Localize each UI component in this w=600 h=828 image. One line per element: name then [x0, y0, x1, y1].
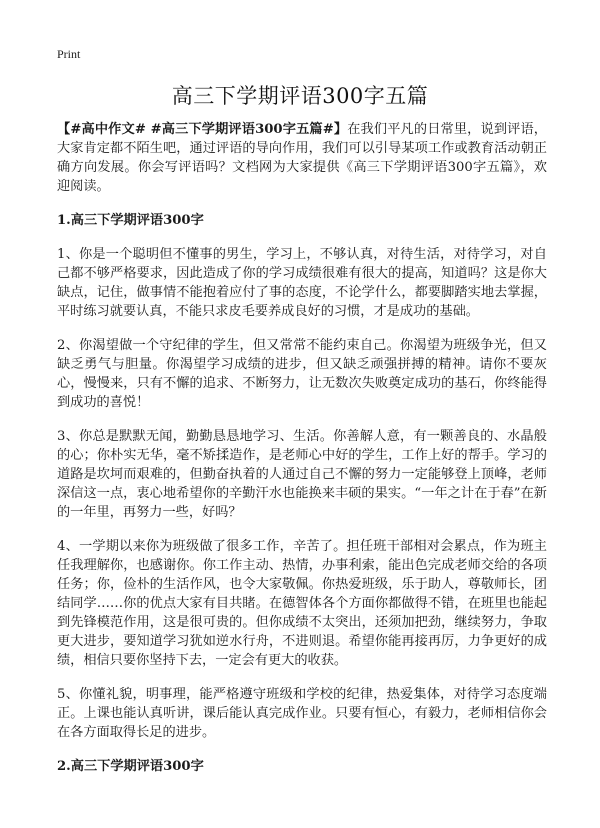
comment-paragraph-3: 3、你总是默默无闻，勤勤恳恳地学习、生活。你善解人意，有一颗善良的、水晶般的心；你朴实无华，毫不矫揉造作，是老师心中好的学生，工作上好的帮手。学习的道路是坎坷而艰难的，但勤奋执着的人通过自己不懈的努力一定能够登上顶峰，老师深信这一点，衷心地希望你的辛勤汗水也能换来丰硕的果实。“一年之计在于春”在新的一年里，再努力一些，好吗？	[57, 429, 547, 520]
intro-text: 在我们平凡的日常里，说到评语，大家肯定都不陌生吧，通过评语的导向作用，我们可以引导某项工作或教育活动朝正确方向发展。你会写评语吗？文档网为大家提供《高三下学期评语300字五篇》，欢迎阅读。	[57, 122, 547, 194]
intro-tag: 【#高中作文# #高三下学期评语300字五篇#】	[57, 122, 348, 137]
comment-paragraph-1: 1、你是一个聪明但不懂事的男生，学习上，不够认真，对待生活，对待学习，对自己都不够严格要求，因此造成了你的学习成绩很难有很大的提高，知道吗？这是你大缺点，记住，做事情不能抱着应付了事的态度，不论学什么，都要脚踏实地去掌握，平时练习就要认真，不能只求皮毛要养成良好的习惯，才是成功的基础。	[57, 247, 547, 319]
intro-paragraph	[57, 120, 547, 196]
comment-paragraph-2: 2、你渴望做一个守纪律的学生，但又常常不能约束自己。你渴望为班级争光，但又缺乏勇气与胆量。你渴望学习成绩的进步，但又缺乏顽强拼搏的精神。请你不要灰心，慢慢来，只有不懈的追求、不断努力，让无数次失败奠定成功的基石，你终能得到成功的喜悦！	[57, 338, 547, 410]
section-heading-1: 1.高三下学期评语300字	[57, 213, 204, 228]
comment-paragraph-4: 4、一学期以来你为班级做了很多工作，辛苦了。担任班干部相对会累点，作为班主任我理解你，也感谢你。你工作主动、热情，办事利索，能出色完成老师交给的各项任务；你，俭朴的生活作风，也令大家敬佩。你热爱班级，乐于助人，尊敬师长，团结同学……你的优点大家有目共睹。在德智体各个方面你都做得不错，在班里也能起到先锋模范作用，这是很可贵的。但你成绩不太突出，还须加把劲，继续努力，争取更大进步，要知道学习犹如逆水行舟，不进则退。希望你能再接再厉，力争更好的成绩，相信只要你坚持下去，一定会有更大的收获。	[57, 539, 547, 668]
document-body	[57, 120, 547, 791]
page-title: 高三下学期评语300字五篇	[171, 84, 429, 108]
print-label: Print	[57, 47, 81, 61]
comment-paragraph-5: 5、你懂礼貌，明事理，能严格遵守班级和学校的纪律，热爱集体，对待学习态度端正。上课也能认真听讲，课后能认真完成作业。只要有恒心，有毅力，老师相信你会在各方面取得长足的进步。	[57, 687, 547, 740]
section-heading-2: 2.高三下学期评语300字	[57, 759, 204, 774]
